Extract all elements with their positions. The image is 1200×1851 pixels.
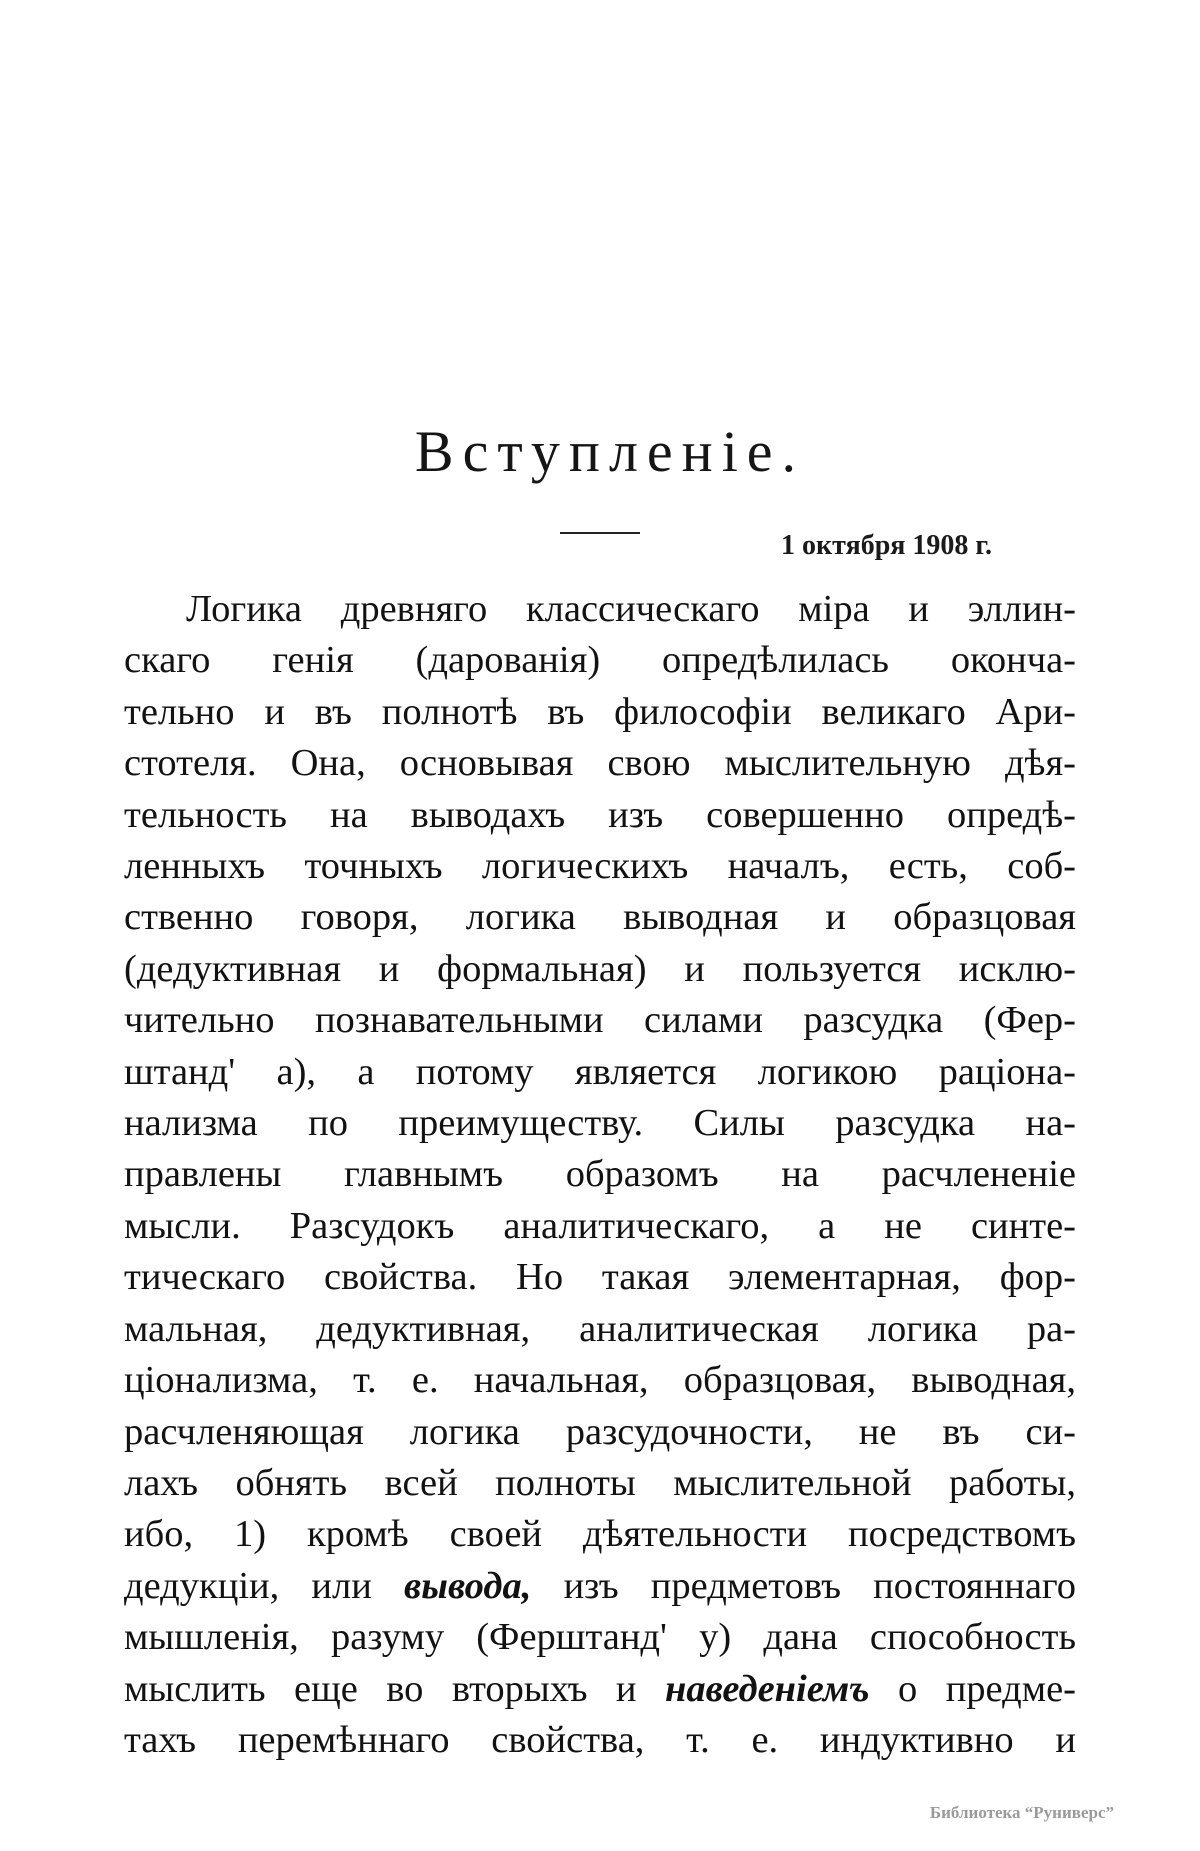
text-line: мысли. Разсудокъ аналитическаго, а не синте- [124, 1204, 1076, 1247]
text-line: ціонализма, т. е. начальная, образцовая, выводная, [124, 1359, 1076, 1402]
text-line: расчленяющая логика разсудочности, не въ си- [124, 1410, 1076, 1453]
text-line: (дедуктивная и формальная) и пользуется исклю- [124, 947, 1076, 990]
text-line-with-emphasis [124, 1664, 1076, 1715]
text-line: ленныхъ точныхъ логическихъ началъ, есть, соб- [124, 845, 1076, 888]
chapter-heading: Вступленіе. [414, 419, 806, 484]
emphasis-word: вывода, [404, 1564, 532, 1607]
body-paragraph [124, 584, 1076, 1766]
text-segment: о предме- [869, 1667, 1076, 1710]
text-line: тахъ перемѣннаго свойства, т. е. индуктивно и [124, 1718, 1076, 1761]
text-line: тельно и въ полнотѣ въ философіи великаго Ари- [124, 690, 1076, 733]
text-line: скаго генія (дарованія) опредѣлилась оконча- [124, 639, 1076, 682]
text-line: Логика древняго классическаго міра и эллин- [186, 588, 1076, 630]
text-segment: дедукціи, или [124, 1564, 405, 1607]
text-line: лахъ обнять всей полноты мыслительной работы, [124, 1461, 1076, 1504]
lecture-date: 1 октября 1908 г. [781, 530, 992, 561]
text-line: тельность на выводахъ изъ совершенно опредѣ- [124, 793, 1076, 836]
text-line: мальная, дедуктивная, аналитическая логика ра- [124, 1307, 1076, 1350]
text-line: штанд' а), а потому является логикою раціона- [124, 1050, 1076, 1093]
text-line: ственно говоря, логика выводная и образцовая [124, 896, 1076, 939]
text-line: правлены главнымъ образомъ на расчлененіе [124, 1153, 1076, 1196]
text-segment: изъ предметовъ постояннаго [531, 1564, 1076, 1607]
library-watermark: Библиотека “Руниверс” [929, 1803, 1114, 1822]
text-segment: мыслить еще во вторыхъ и [124, 1667, 665, 1710]
text-line-with-emphasis [124, 1561, 1076, 1612]
text-line: нализма по преимуществу. Силы разсудка на- [124, 1102, 1076, 1145]
emphasis-word: наведеніемъ [665, 1667, 870, 1710]
text-line: стотеля. Она, основывая свою мыслительную дѣя- [124, 742, 1076, 785]
text-line: ибо, 1) кромѣ своей дѣятельности посредствомъ [124, 1513, 1076, 1556]
text-line: тическаго свойства. Но такая элементарная, фор- [124, 1256, 1076, 1299]
dash-rule [560, 532, 640, 534]
text-line: чительно познавательными силами разсудка (Фер- [124, 999, 1076, 1042]
text-line: мышленія, разуму (Ферштанд' у) дана способность [124, 1616, 1076, 1659]
